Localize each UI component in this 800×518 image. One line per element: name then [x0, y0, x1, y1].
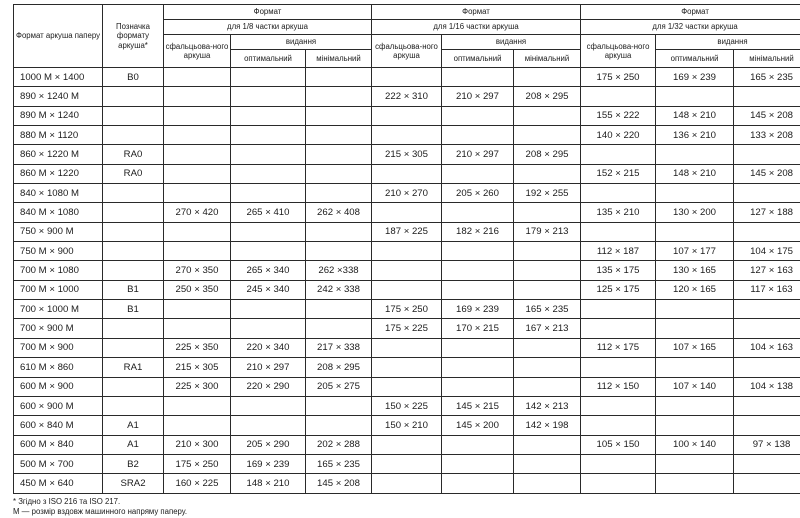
cell-optimal-1-16: 170 × 215 [442, 319, 514, 338]
cell-paper-format: 700 × 1000 М [14, 300, 103, 319]
cell-folded-1-32 [581, 145, 656, 164]
cell-optimal-1-16: 210 × 297 [442, 87, 514, 106]
cell-designation [103, 338, 164, 357]
cell-minimal-1-16: 167 × 213 [514, 319, 581, 338]
header-folded-1-8: сфальцьова-ного аркуша [164, 35, 231, 68]
cell-optimal-1-32 [656, 454, 734, 473]
cell-designation: SRA2 [103, 474, 164, 493]
cell-paper-format: 700 × 900 М [14, 319, 103, 338]
table-row [14, 280, 800, 299]
cell-folded-1-32: 135 × 175 [581, 261, 656, 280]
cell-folded-1-8: 160 × 225 [164, 474, 231, 493]
cell-paper-format: 500 М × 700 [14, 454, 103, 473]
cell-folded-1-16 [372, 106, 442, 125]
cell-designation [103, 203, 164, 222]
cell-folded-1-16 [372, 358, 442, 377]
cell-folded-1-16 [372, 474, 442, 493]
cell-minimal-1-16 [514, 358, 581, 377]
cell-minimal-1-32: 127 × 163 [734, 261, 800, 280]
cell-minimal-1-32 [734, 184, 800, 203]
cell-minimal-1-8: 202 × 288 [306, 435, 372, 454]
header-edition-1-16: видання [442, 35, 581, 50]
cell-optimal-1-16: 210 × 297 [442, 145, 514, 164]
cell-folded-1-32: 140 × 220 [581, 126, 656, 145]
cell-optimal-1-16 [442, 242, 514, 261]
cell-optimal-1-16 [442, 338, 514, 357]
cell-optimal-1-32: 136 × 210 [656, 126, 734, 145]
cell-optimal-1-32: 100 × 140 [656, 435, 734, 454]
cell-minimal-1-8 [306, 164, 372, 183]
table-row [14, 377, 800, 396]
cell-designation [103, 319, 164, 338]
cell-optimal-1-8 [231, 184, 306, 203]
cell-minimal-1-32 [734, 145, 800, 164]
cell-folded-1-32 [581, 396, 656, 415]
cell-folded-1-32: 152 × 215 [581, 164, 656, 183]
cell-minimal-1-32: 117 × 163 [734, 280, 800, 299]
cell-optimal-1-16 [442, 68, 514, 87]
cell-folded-1-32 [581, 319, 656, 338]
cell-minimal-1-32 [734, 396, 800, 415]
cell-minimal-1-8 [306, 300, 372, 319]
cell-folded-1-16 [372, 126, 442, 145]
cell-paper-format: 600 М × 900 [14, 377, 103, 396]
cell-folded-1-8 [164, 242, 231, 261]
cell-paper-format: 890 × 1240 М [14, 87, 103, 106]
table-row [14, 416, 800, 435]
cell-designation: B1 [103, 300, 164, 319]
table-row [14, 358, 800, 377]
cell-folded-1-16 [372, 68, 442, 87]
cell-optimal-1-8: 210 × 297 [231, 358, 306, 377]
header-folded-1-32: сфальцьова-ного аркуша [581, 35, 656, 68]
cell-optimal-1-8 [231, 300, 306, 319]
cell-optimal-1-16 [442, 454, 514, 473]
cell-designation [103, 184, 164, 203]
table-row [14, 68, 800, 87]
cell-folded-1-32 [581, 222, 656, 241]
cell-minimal-1-32: 145 × 208 [734, 164, 800, 183]
cell-minimal-1-8: 165 × 235 [306, 454, 372, 473]
cell-folded-1-8: 270 × 420 [164, 203, 231, 222]
paper-format-table [13, 4, 800, 494]
cell-optimal-1-32: 107 × 140 [656, 377, 734, 396]
header-part-1-16: для 1/16 частки аркуша [372, 20, 581, 35]
cell-designation [103, 261, 164, 280]
cell-folded-1-16: 210 × 270 [372, 184, 442, 203]
cell-paper-format: 880 М × 1120 [14, 126, 103, 145]
header-format-designation: Позначка формату аркуша* [103, 5, 164, 68]
footnote-iso: * Згідно з ISO 216 та ISO 217. [13, 497, 789, 508]
cell-minimal-1-16 [514, 106, 581, 125]
cell-minimal-1-16 [514, 280, 581, 299]
cell-minimal-1-16: 208 × 295 [514, 145, 581, 164]
cell-folded-1-32 [581, 454, 656, 473]
cell-minimal-1-32 [734, 222, 800, 241]
table-row [14, 145, 800, 164]
table-row [14, 222, 800, 241]
cell-optimal-1-8 [231, 106, 306, 125]
cell-optimal-1-8: 245 × 340 [231, 280, 306, 299]
cell-designation [103, 126, 164, 145]
cell-optimal-1-16 [442, 435, 514, 454]
cell-paper-format: 1000 М × 1400 [14, 68, 103, 87]
header-part-1-8: для 1/8 частки аркуша [164, 20, 372, 35]
cell-minimal-1-16 [514, 377, 581, 396]
cell-optimal-1-16 [442, 203, 514, 222]
cell-paper-format: 840 М × 1080 [14, 203, 103, 222]
cell-folded-1-32 [581, 300, 656, 319]
cell-optimal-1-32 [656, 319, 734, 338]
cell-designation: B1 [103, 280, 164, 299]
cell-minimal-1-8: 262 × 408 [306, 203, 372, 222]
cell-optimal-1-32 [656, 184, 734, 203]
table-row [14, 396, 800, 415]
cell-paper-format: 750 × 900 М [14, 222, 103, 241]
cell-minimal-1-32: 145 × 208 [734, 106, 800, 125]
table-row [14, 164, 800, 183]
cell-minimal-1-16: 142 × 213 [514, 396, 581, 415]
cell-folded-1-16: 222 × 310 [372, 87, 442, 106]
cell-designation: RA0 [103, 145, 164, 164]
cell-paper-format: 890 М × 1240 [14, 106, 103, 125]
cell-minimal-1-16 [514, 338, 581, 357]
table-row [14, 184, 800, 203]
cell-folded-1-8 [164, 106, 231, 125]
cell-paper-format: 610 М × 860 [14, 358, 103, 377]
cell-minimal-1-8 [306, 222, 372, 241]
table-row [14, 126, 800, 145]
cell-optimal-1-16: 169 × 239 [442, 300, 514, 319]
cell-optimal-1-16 [442, 164, 514, 183]
cell-folded-1-16 [372, 242, 442, 261]
table-row [14, 474, 800, 493]
cell-folded-1-32 [581, 358, 656, 377]
cell-optimal-1-32 [656, 474, 734, 493]
cell-optimal-1-32 [656, 145, 734, 164]
cell-designation [103, 396, 164, 415]
header-part-1-32: для 1/32 частки аркуша [581, 20, 800, 35]
cell-folded-1-8 [164, 396, 231, 415]
cell-minimal-1-16 [514, 203, 581, 222]
table-row [14, 242, 800, 261]
cell-folded-1-16: 175 × 250 [372, 300, 442, 319]
cell-optimal-1-32 [656, 222, 734, 241]
cell-paper-format: 600 М × 840 [14, 435, 103, 454]
cell-folded-1-8 [164, 164, 231, 183]
footnotes [13, 497, 789, 518]
cell-minimal-1-16 [514, 474, 581, 493]
cell-minimal-1-32 [734, 87, 800, 106]
cell-folded-1-8 [164, 222, 231, 241]
cell-optimal-1-8: 220 × 340 [231, 338, 306, 357]
cell-minimal-1-8: 205 × 275 [306, 377, 372, 396]
cell-optimal-1-16: 145 × 200 [442, 416, 514, 435]
cell-optimal-1-8 [231, 222, 306, 241]
cell-folded-1-8: 225 × 350 [164, 338, 231, 357]
cell-optimal-1-8: 205 × 290 [231, 435, 306, 454]
cell-designation [103, 377, 164, 396]
header-format-1-32: Формат [581, 5, 800, 20]
cell-optimal-1-32: 148 × 210 [656, 106, 734, 125]
cell-paper-format: 450 М × 640 [14, 474, 103, 493]
cell-folded-1-32: 155 × 222 [581, 106, 656, 125]
cell-folded-1-32: 112 × 187 [581, 242, 656, 261]
cell-optimal-1-8: 265 × 410 [231, 203, 306, 222]
cell-minimal-1-32: 127 × 188 [734, 203, 800, 222]
footnote-machine-direction: М — розмір вздовж машинного напряму паперу. [13, 507, 789, 518]
cell-folded-1-8 [164, 300, 231, 319]
cell-paper-format: 860 × 1220 М [14, 145, 103, 164]
cell-designation: A1 [103, 435, 164, 454]
cell-optimal-1-32: 107 × 177 [656, 242, 734, 261]
cell-paper-format: 750 М × 900 [14, 242, 103, 261]
cell-paper-format: 840 × 1080 М [14, 184, 103, 203]
cell-paper-format: 600 × 900 М [14, 396, 103, 415]
cell-minimal-1-16 [514, 454, 581, 473]
cell-folded-1-16 [372, 203, 442, 222]
cell-paper-format: 700 М × 900 [14, 338, 103, 357]
cell-minimal-1-16 [514, 261, 581, 280]
cell-optimal-1-8: 265 × 340 [231, 261, 306, 280]
cell-optimal-1-16 [442, 261, 514, 280]
cell-folded-1-8 [164, 68, 231, 87]
cell-minimal-1-16: 165 × 235 [514, 300, 581, 319]
cell-paper-format: 860 М × 1220 [14, 164, 103, 183]
cell-optimal-1-32: 120 × 165 [656, 280, 734, 299]
cell-folded-1-8 [164, 126, 231, 145]
cell-designation [103, 242, 164, 261]
cell-optimal-1-32: 148 × 210 [656, 164, 734, 183]
cell-folded-1-16: 187 × 225 [372, 222, 442, 241]
cell-minimal-1-32: 133 × 208 [734, 126, 800, 145]
cell-optimal-1-8 [231, 164, 306, 183]
cell-optimal-1-32: 130 × 200 [656, 203, 734, 222]
cell-optimal-1-8: 169 × 239 [231, 454, 306, 473]
cell-folded-1-16 [372, 280, 442, 299]
cell-minimal-1-8 [306, 87, 372, 106]
cell-minimal-1-8: 242 × 338 [306, 280, 372, 299]
cell-minimal-1-32 [734, 454, 800, 473]
cell-optimal-1-16 [442, 377, 514, 396]
cell-folded-1-16: 150 × 225 [372, 396, 442, 415]
cell-designation: RA0 [103, 164, 164, 183]
cell-optimal-1-32 [656, 416, 734, 435]
cell-minimal-1-16 [514, 242, 581, 261]
cell-folded-1-16 [372, 261, 442, 280]
cell-optimal-1-8: 220 × 290 [231, 377, 306, 396]
header-edition-1-32: видання [656, 35, 800, 50]
cell-folded-1-32: 112 × 175 [581, 338, 656, 357]
cell-folded-1-32: 112 × 150 [581, 377, 656, 396]
cell-minimal-1-32 [734, 416, 800, 435]
cell-optimal-1-8 [231, 145, 306, 164]
cell-minimal-1-8 [306, 396, 372, 415]
cell-folded-1-16: 215 × 305 [372, 145, 442, 164]
cell-minimal-1-16 [514, 68, 581, 87]
table-row [14, 87, 800, 106]
cell-optimal-1-8 [231, 68, 306, 87]
cell-minimal-1-8: 217 × 338 [306, 338, 372, 357]
cell-optimal-1-8 [231, 87, 306, 106]
cell-folded-1-32 [581, 87, 656, 106]
cell-designation: RA1 [103, 358, 164, 377]
cell-optimal-1-16 [442, 126, 514, 145]
cell-folded-1-16 [372, 164, 442, 183]
cell-folded-1-32 [581, 416, 656, 435]
cell-optimal-1-8 [231, 396, 306, 415]
cell-folded-1-16 [372, 454, 442, 473]
cell-paper-format: 600 × 840 М [14, 416, 103, 435]
table-row [14, 261, 800, 280]
table-row [14, 435, 800, 454]
header-paper-format: Формат аркуша паперу [14, 5, 103, 68]
cell-minimal-1-8: 262 ×338 [306, 261, 372, 280]
cell-designation [103, 87, 164, 106]
table-row [14, 203, 800, 222]
header-format-1-8: Формат [164, 5, 372, 20]
cell-optimal-1-8 [231, 126, 306, 145]
cell-minimal-1-8 [306, 68, 372, 87]
cell-optimal-1-16 [442, 358, 514, 377]
cell-minimal-1-8: 145 × 208 [306, 474, 372, 493]
cell-folded-1-32: 105 × 150 [581, 435, 656, 454]
cell-minimal-1-16: 208 × 295 [514, 87, 581, 106]
cell-optimal-1-32 [656, 396, 734, 415]
cell-minimal-1-16: 179 × 213 [514, 222, 581, 241]
cell-folded-1-8: 250 × 350 [164, 280, 231, 299]
cell-minimal-1-16 [514, 435, 581, 454]
cell-folded-1-8 [164, 319, 231, 338]
cell-minimal-1-8 [306, 126, 372, 145]
cell-minimal-1-16: 142 × 198 [514, 416, 581, 435]
cell-folded-1-32 [581, 474, 656, 493]
cell-paper-format: 700 М × 1000 [14, 280, 103, 299]
cell-designation [103, 222, 164, 241]
cell-minimal-1-32 [734, 319, 800, 338]
table-row [14, 454, 800, 473]
cell-optimal-1-16: 205 × 260 [442, 184, 514, 203]
cell-minimal-1-32: 104 × 163 [734, 338, 800, 357]
cell-optimal-1-32: 130 × 165 [656, 261, 734, 280]
cell-folded-1-8: 210 × 300 [164, 435, 231, 454]
cell-folded-1-16 [372, 338, 442, 357]
cell-minimal-1-8 [306, 184, 372, 203]
header-optimal-1-16: оптимальний [442, 50, 514, 68]
cell-optimal-1-8: 148 × 210 [231, 474, 306, 493]
cell-optimal-1-32: 169 × 239 [656, 68, 734, 87]
header-minimal-1-32: мінімальний [734, 50, 800, 68]
table-row [14, 106, 800, 125]
cell-folded-1-8: 270 × 350 [164, 261, 231, 280]
cell-optimal-1-32: 107 × 165 [656, 338, 734, 357]
cell-minimal-1-32: 104 × 175 [734, 242, 800, 261]
cell-folded-1-32 [581, 184, 656, 203]
cell-folded-1-8: 215 × 305 [164, 358, 231, 377]
header-folded-1-16: сфальцьова-ного аркуша [372, 35, 442, 68]
cell-optimal-1-16: 182 × 216 [442, 222, 514, 241]
cell-folded-1-8 [164, 184, 231, 203]
cell-optimal-1-8 [231, 242, 306, 261]
cell-folded-1-32: 175 × 250 [581, 68, 656, 87]
cell-folded-1-16: 150 × 210 [372, 416, 442, 435]
header-minimal-1-16: мінімальний [514, 50, 581, 68]
header-format-1-16: Формат [372, 5, 581, 20]
header-minimal-1-8: мінімальний [306, 50, 372, 68]
cell-minimal-1-8 [306, 106, 372, 125]
table-row [14, 300, 800, 319]
cell-folded-1-8 [164, 87, 231, 106]
cell-optimal-1-32 [656, 300, 734, 319]
cell-optimal-1-16: 145 × 215 [442, 396, 514, 415]
cell-minimal-1-16 [514, 164, 581, 183]
cell-folded-1-16 [372, 377, 442, 396]
cell-folded-1-8 [164, 416, 231, 435]
cell-designation [103, 106, 164, 125]
cell-optimal-1-8 [231, 416, 306, 435]
cell-minimal-1-32 [734, 300, 800, 319]
cell-folded-1-16 [372, 435, 442, 454]
cell-minimal-1-32: 165 × 235 [734, 68, 800, 87]
cell-minimal-1-8: 208 × 295 [306, 358, 372, 377]
cell-optimal-1-8 [231, 319, 306, 338]
header-edition-1-8: видання [231, 35, 372, 50]
cell-optimal-1-32 [656, 358, 734, 377]
cell-folded-1-8: 175 × 250 [164, 454, 231, 473]
cell-minimal-1-8 [306, 242, 372, 261]
cell-folded-1-16: 175 × 225 [372, 319, 442, 338]
cell-minimal-1-8 [306, 319, 372, 338]
table-row [14, 319, 800, 338]
cell-minimal-1-16 [514, 126, 581, 145]
cell-paper-format: 700 М × 1080 [14, 261, 103, 280]
cell-optimal-1-16 [442, 474, 514, 493]
cell-folded-1-32: 135 × 210 [581, 203, 656, 222]
table-body [14, 68, 800, 494]
cell-designation: B0 [103, 68, 164, 87]
cell-optimal-1-16 [442, 280, 514, 299]
cell-minimal-1-8 [306, 145, 372, 164]
cell-minimal-1-32: 97 × 138 [734, 435, 800, 454]
header-optimal-1-32: оптимальний [656, 50, 734, 68]
cell-minimal-1-32: 104 × 138 [734, 377, 800, 396]
cell-designation: B2 [103, 454, 164, 473]
cell-optimal-1-16 [442, 106, 514, 125]
cell-designation: A1 [103, 416, 164, 435]
cell-folded-1-8 [164, 145, 231, 164]
cell-folded-1-8: 225 × 300 [164, 377, 231, 396]
cell-minimal-1-8 [306, 416, 372, 435]
table-row [14, 338, 800, 357]
cell-minimal-1-32 [734, 358, 800, 377]
cell-minimal-1-32 [734, 474, 800, 493]
cell-optimal-1-32 [656, 87, 734, 106]
document-page [13, 4, 789, 518]
cell-folded-1-32: 125 × 175 [581, 280, 656, 299]
header-optimal-1-8: оптимальний [231, 50, 306, 68]
cell-minimal-1-16: 192 × 255 [514, 184, 581, 203]
